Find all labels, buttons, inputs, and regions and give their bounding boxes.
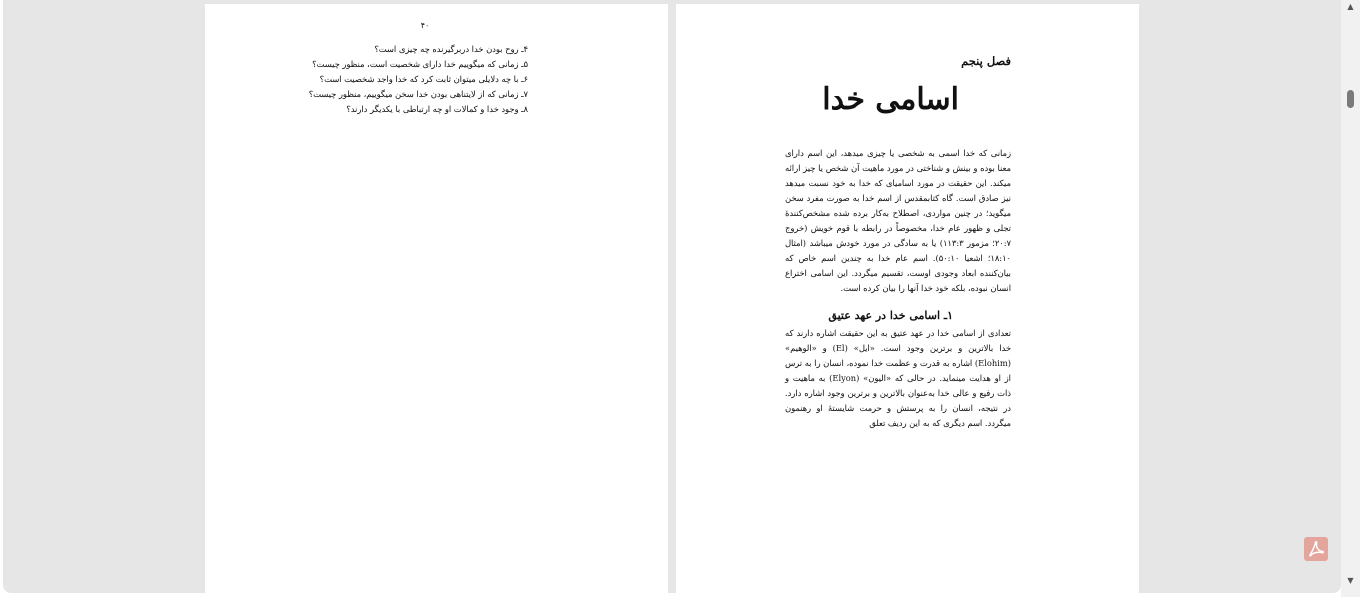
- pdf-page-left: [205, 4, 668, 604]
- acrobat-logo-icon: [1304, 537, 1328, 561]
- pdf-viewer[interactable]: [3, 0, 1341, 593]
- scroll-up-arrow-icon[interactable]: ▲: [1347, 2, 1354, 11]
- chapter-label: فصل پنجم: [961, 54, 1011, 68]
- question-item: ۷ـ زمانی که از لایتناهی بودن خدا سخن میگوییم، منظور چیست؟: [308, 89, 528, 99]
- chapter-title: اسامی خدا: [822, 82, 959, 117]
- scrollbar-thumb[interactable]: [1347, 90, 1354, 108]
- page-number: ۴۰: [420, 21, 430, 30]
- pdf-page-right: [676, 4, 1139, 604]
- scroll-down-arrow-icon[interactable]: ▼: [1347, 576, 1354, 585]
- question-item: ۴ـ روح بودن خدا دربرگیرنده چه چیزی است؟: [374, 44, 528, 54]
- question-item: ۵ـ زمانی که میگوییم خدا دارای شخصیت است، منظور چیست؟: [312, 59, 528, 69]
- acrobat-pdf-icon[interactable]: [1304, 537, 1328, 561]
- question-item: ۸ـ وجود خدا و کمالات او چه ارتباطی با یکدیگر دارند؟: [346, 104, 528, 114]
- review-questions: [228, 42, 528, 117]
- section-heading: ۱ـ اسامی خدا در عهد عتیق: [828, 309, 953, 322]
- body-paragraph: تعدادی از اسامی خدا در عهد عتیق به این حقیقت اشاره دارند که خدا بالاترین و برترین وجود است. «ایل» (El) و «الوهیم» (Elohim) اشاره به قدرت و عظمت خدا نموده، انسان را به ترس از او هدایت مینماید. در حالی که «الیون» (Elyon) به ماهیت و ذات رفیع و عالی خدا به‌عنوان بالاترین و برترین وجود اشاره دارد. در نتیجه، انسان را به پرستش و حرمت شایستۀ او رهنمون میگردد. اسم دیگری که به این ردیف تعلق: [785, 328, 1011, 428]
- vertical-scrollbar[interactable]: [1341, 0, 1360, 597]
- question-item: ۶ـ با چه دلایلی میتوان ثابت کرد که خدا واجد شخصیت است؟: [319, 74, 528, 84]
- body-paragraph: زمانی که خدا اسمی به شخصی یا چیزی میدهد، این اسم دارای معنا بوده و بینش و شناختی در مورد ماهیت آن شخص یا چیز ارائه میکند. این حقیقت در مورد اسامیای که خدا به خود نسبت میدهد نیز صادق است. گاه کتابمقدس از اسم خدا به صورت مفرد سخن میگوید؛ در چنین مواردی، اصطلاح به‌کار برده شده مشخص‌کنندۀ تجلی و ظهور عام خدا، مخصوصاً در رابطه با قوم خویش (خروج ۲۰:۷؛ مزمور ۱۱۳:۳) یا به سادگی در مورد خودش میباشد (امثال ۱۸:۱۰؛ اشعیا ۵۰:۱۰). اسم عام خدا به چندین اسم خاص که بیان‌کننده ابعاد وجودی اوست، تقسیم میگردد. این اسامی اختراع انسان نبوده، بلکه خود خدا آنها را بیان کرده است.: [785, 148, 1011, 293]
